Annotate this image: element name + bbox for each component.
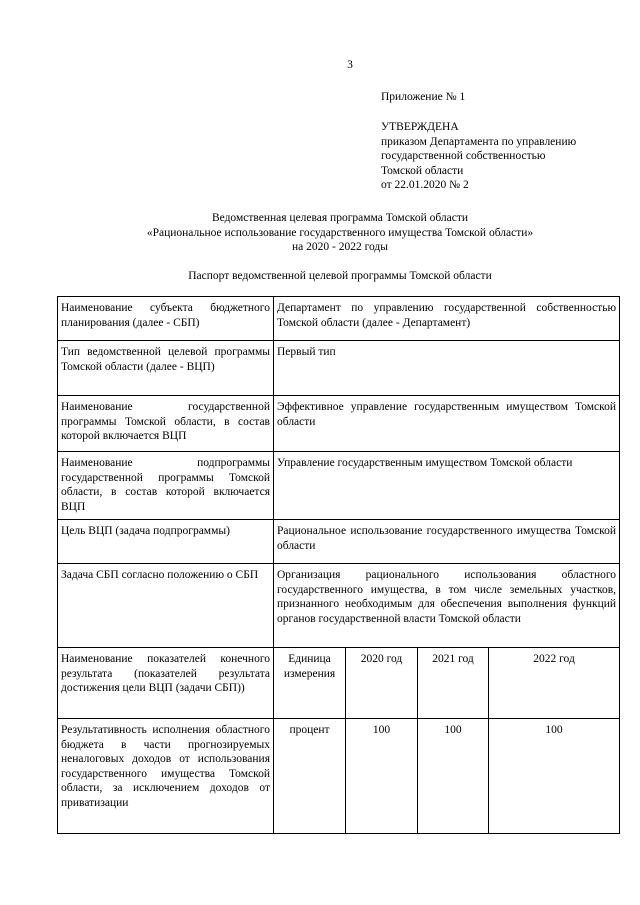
row-value: Рациональное использование государственного имущества Томской области [274, 520, 620, 564]
passport-table [57, 296, 620, 834]
row-label: Наименование подпрограммы государственной программы Томской области, в состав которой включается ВЦП [58, 452, 274, 520]
program-title-line: «Рациональное использование государственного имущества Томской области» [146, 226, 534, 239]
row-value: Организация рационального использования областного государственного имущества, в том числе земельных участков, признанного необходимым для обеспечения выполнения функций органов государственной власти Томской области [274, 564, 620, 648]
year-2022-header: 2022 год [489, 648, 620, 719]
approval-block [381, 120, 576, 193]
row-label: Тип ведомственной целевой программы Томской области (далее - ВЦП) [58, 341, 274, 396]
year-2021-header: 2021 год [418, 648, 489, 719]
unit-header: Единица измерения [274, 648, 346, 719]
table-row [58, 520, 620, 564]
row-value: Первый тип [274, 341, 620, 396]
row-label: Наименование субъекта бюджетного планирования (далее - СБП) [58, 297, 274, 341]
approval-line: Томской области [381, 164, 464, 177]
indicator-header-row [58, 648, 620, 719]
approval-line: от 22.01.2020 № 2 [381, 179, 469, 191]
table-row [58, 564, 620, 648]
passport-title: Паспорт ведомственной целевой программы Томской области [188, 270, 492, 282]
indicator-value-2021: 100 [418, 719, 489, 834]
row-value: Управление государственным имуществом Томской области [274, 452, 620, 520]
indicator-label: Результативность исполнения областного бюджета в части прогнозируемых неналоговых доходов от использования государственного имущества Томской области, за исключением доходов от приватизации [58, 719, 274, 834]
row-value: Департамент по управлению государственной собственностью Томской области (далее - Департамент) [274, 297, 620, 341]
program-title-line: на 2020 - 2022 годы [291, 241, 388, 253]
page-number: 3 [347, 59, 353, 71]
indicator-row [58, 719, 620, 834]
table-row [58, 396, 620, 452]
table-row [58, 297, 620, 341]
indicator-header-label: Наименование показателей конечного результата (показателей результата достижения цели ВЦП (задачи СБП)) [58, 648, 274, 719]
program-title [60, 211, 620, 255]
row-value: Эффективное управление государственным имуществом Томской области [274, 396, 620, 452]
appendix-label: Приложение № 1 [381, 91, 466, 103]
approval-heading: УТВЕРЖДЕНА [381, 121, 459, 133]
year-2020-header: 2020 год [346, 648, 418, 719]
approval-line: государственной собственностью [381, 150, 546, 162]
program-title-line: Ведомственная целевая программа Томской области [211, 212, 469, 224]
row-label: Задача СБП согласно положению о СБП [58, 564, 274, 648]
table-row [58, 452, 620, 520]
indicator-value-2020: 100 [346, 719, 418, 834]
row-label: Наименование государственной программы Томской области, в состав которой включается ВЦП [58, 396, 274, 452]
table-row [58, 341, 620, 396]
approval-line: приказом Департамента по управлению [381, 135, 577, 148]
indicator-value-2022: 100 [489, 719, 620, 834]
row-label: Цель ВЦП (задача подпрограммы) [58, 520, 274, 564]
indicator-unit: процент [274, 719, 346, 834]
